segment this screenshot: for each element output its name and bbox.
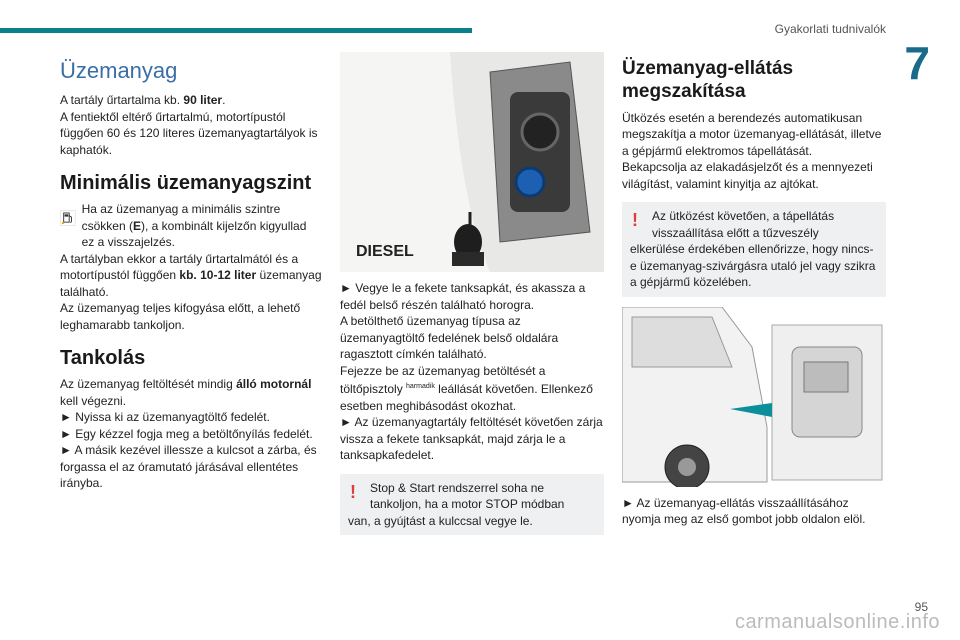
reserve-a: A tartályban ekkor a tartály űrtartalmától és a motortípustól függően: [60, 251, 299, 282]
title-min-level: Minimális üzemanyagszint: [60, 172, 312, 194]
reserve-text: [60, 251, 322, 301]
header-accent-bar: [0, 28, 472, 33]
column-2: [340, 52, 604, 535]
capacity-text: [60, 92, 322, 109]
fuel-pump-warning-icon: [60, 201, 76, 235]
warning-text-b: van, a gyújtást a kulccsal vegye le.: [348, 513, 533, 528]
warning-text-a: Stop & Start rendszerrel soha ne tankoljon, ha a motor STOP módban: [370, 480, 565, 511]
restore-text: ► Az üzemanyag-ellátás visszaállításához nyomja meg az első gombot jobb oldalon elöl.: [622, 495, 866, 527]
tank-intro-a: Az üzemanyag feltöltését mindig: [60, 377, 237, 391]
close-cap-text: ► Az üzemanyagtartály feltöltését követően zárja vissza a fekete tanksapkát, majd zárja le a tanksapkafedelet.: [340, 415, 603, 462]
section-header: Gyakorlati tudnivalók: [774, 22, 886, 36]
tank-step: ► A másik kezével illessze a kulcsot a zárba, és forgassa el az óramutató járásával ellentétes irányba.: [60, 443, 317, 490]
fuel-type-text: A betölthető üzemanyag típusa az üzemanyagtöltő fedelének belső oldalára ragasztott címkén található.: [340, 314, 559, 361]
cutoff-text-1: Ütközés esetén a berendezés automatikusan megszakítja a motor üzemanyag-ellátását, illetve a gépjármű elektromos tápellátását.: [622, 110, 882, 158]
nozzle-a: Fejezze be az üzemanyag betöltését a töltőpisztoly: [340, 363, 546, 396]
capacity-text-a: A tartály űrtartalma kb.: [60, 93, 184, 107]
tank-intro-c: kell végezni.: [60, 393, 127, 408]
fire-hazard-warning: [622, 202, 886, 297]
fuel-filler-drawing: [340, 52, 604, 272]
nozzle-b: leállását követően. Ellenkező esetben meghibásodást okozhat.: [340, 382, 593, 413]
tank-step: ► Nyissa ki az üzemanyagtöltő fedelét.: [60, 410, 270, 424]
tank-intro: [60, 376, 322, 409]
diesel-label: DIESEL: [356, 243, 414, 260]
cutoff-text-2: Bekapcsolja az elakadásjelzőt és a mennyezeti világítást, valamint kinyitja az ajtókat.: [622, 160, 873, 191]
van-switch-illustration: [622, 307, 886, 487]
tank-step: ► Egy kézzel fogja meg a betöltőnyílás fedelét.: [60, 426, 313, 441]
stop-start-warning: [340, 474, 604, 536]
min-note-a: Ha az üzemanyag a minimális szintre csökken (: [81, 202, 281, 233]
warning-exclamation-icon: !: [350, 481, 356, 502]
reserve-c: üzemanyag található.: [60, 268, 322, 299]
reserve-value: kb. 10-12 liter: [179, 268, 257, 282]
capacity-text-c: .: [222, 93, 226, 107]
column-1: [60, 52, 322, 492]
page-number: 95: [914, 600, 928, 614]
van-switch-drawing: [622, 307, 886, 487]
nozzle-sup: harmadik: [406, 383, 435, 390]
watermark: carmanualsonline.info: [734, 611, 940, 633]
fire-warning-b: elkerülése érdekében ellenőrizze, hogy nincs-e üzemanyag-szivárgásra utaló jel vagy szikra a gépjármű közelében.: [630, 242, 876, 290]
title-fuel-cutoff: Üzemanyag-ellátás megszakítása: [622, 58, 794, 102]
fuel-filler-illustration: [340, 52, 604, 272]
title-tankolas: Tankolás: [60, 347, 146, 369]
nozzle-text: [340, 363, 604, 415]
chapter-number: 7: [904, 37, 930, 89]
column-3: [622, 52, 886, 528]
min-note-e: E: [132, 218, 141, 233]
tank-intro-b: álló motornál: [236, 377, 312, 391]
min-level-note: [60, 201, 322, 251]
capacity-variants: A fentiektől eltérő űrtartalmú, motortípustól függően 60 és 120 literes üzemanyagtartályok is kaphatók.: [60, 109, 318, 157]
warning-exclamation-icon: !: [632, 210, 638, 231]
capacity-value: 90 liter: [183, 93, 223, 107]
remove-cap-text: ► Vegye le a fekete tanksapkát, és akassza a fedél belső részén található horogra.: [340, 281, 586, 312]
fire-warning-a: Az ütközést követően, a tápellátás visszaállítása előtt a tűzveszély: [652, 209, 835, 240]
min-note-c: ), a kombinált kijelzőn kigyullad ez a visszajelzés.: [81, 218, 307, 249]
min-level-note-text: [82, 201, 322, 251]
title-uzemanyag: Üzemanyag: [60, 58, 178, 83]
refuel-advice: Az üzemanyag teljes kifogyása előtt, a lehető leghamarabb tankoljon.: [60, 301, 301, 332]
